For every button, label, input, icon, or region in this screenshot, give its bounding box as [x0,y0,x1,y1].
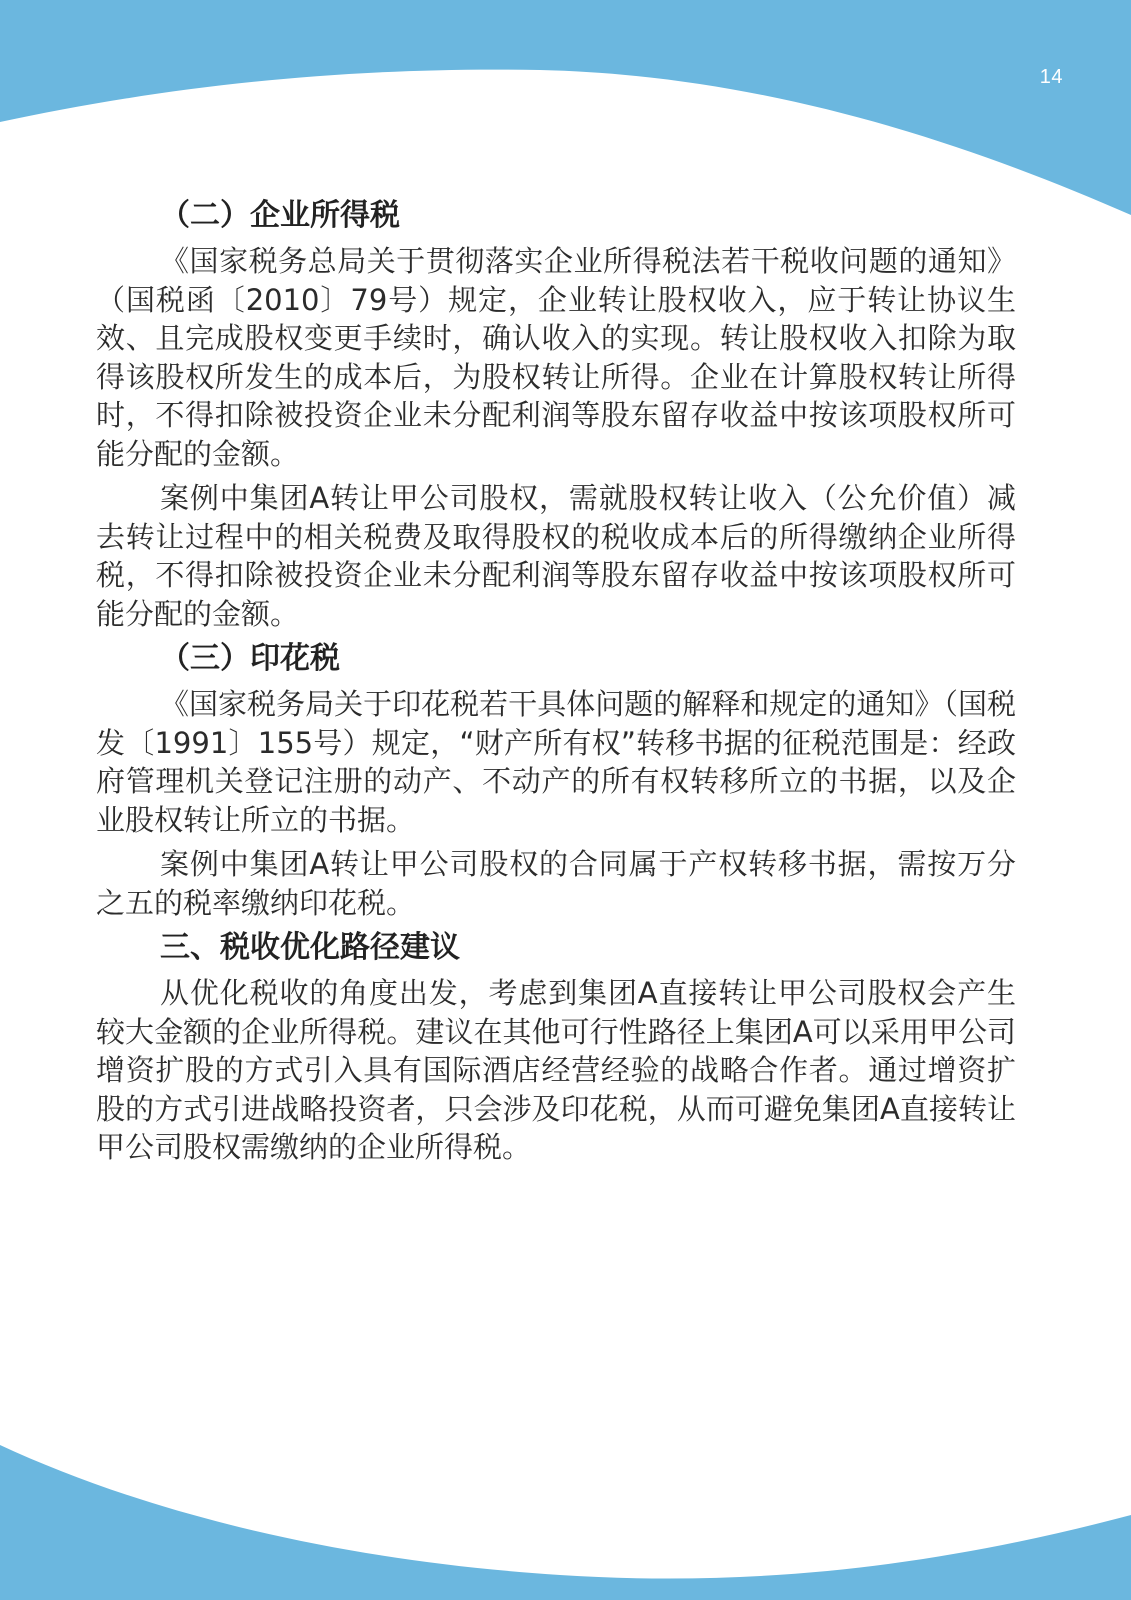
page-number: 14 [1039,66,1063,88]
heading-enterprise-income-tax: （二）企业所得税 [160,198,400,233]
paragraph-stamp-tax-case: 案例中集团A转让甲公司股权的合同属于产权转移书据，需按万分之五的税率缴纳印花税。 [96,847,1016,920]
article-body [96,190,1016,1173]
paragraph-income-tax-case: 案例中集团A转让甲公司股权，需就股权转让收入（公允价值）减去转让过程中的相关税费及取得股权的税收成本后的所得缴纳企业所得税，不得扣除被投资企业未分配利润等股东留存收益中按该项股权所可能分配的金额。 [96,481,1016,631]
paragraph-income-tax-regulation: 《国家税务总局关于贯彻落实企业所得税法若干税收问题的通知》（国税函〔2010〕79号）规定，企业转让股权收入，应于转让协议生效、且完成股权变更手续时，确认收入的实现。转让股权收入扣除为取得该股权所发生的成本后，为股权转让所得。企业在计算股权转让所得时，不得扣除被投资企业未分配利润等股东留存收益中按该项股权所可能分配的金额。 [96,244,1016,471]
paragraph-tax-optimization: 从优化税收的角度出发，考虑到集团A直接转让甲公司股权会产生较大金额的企业所得税。建议在其他可行性路径上集团A可以采用甲公司增资扩股的方式引入具有国际酒店经营经验的战略合作者。通过增资扩股的方式引进战略投资者，只会涉及印花税，从而可避免集团A直接转让甲公司股权需缴纳的企业所得税。 [96,976,1016,1164]
heading-tax-optimization: 三、税收优化路径建议 [160,930,460,965]
bottom-wave-shape [0,1445,1131,1600]
paragraph-stamp-tax-regulation: 《国家税务局关于印花税若干具体问题的解释和规定的通知》（国税发〔1991〕155号）规定，“财产所有权”转移书据的征税范围是：经政府管理机关登记注册的动产、不动产的所有权转移所立的书据，以及企业股权转让所立的书据。 [96,687,1016,837]
heading-stamp-tax: （三）印花税 [160,641,340,676]
top-wave-shape [0,0,1131,215]
